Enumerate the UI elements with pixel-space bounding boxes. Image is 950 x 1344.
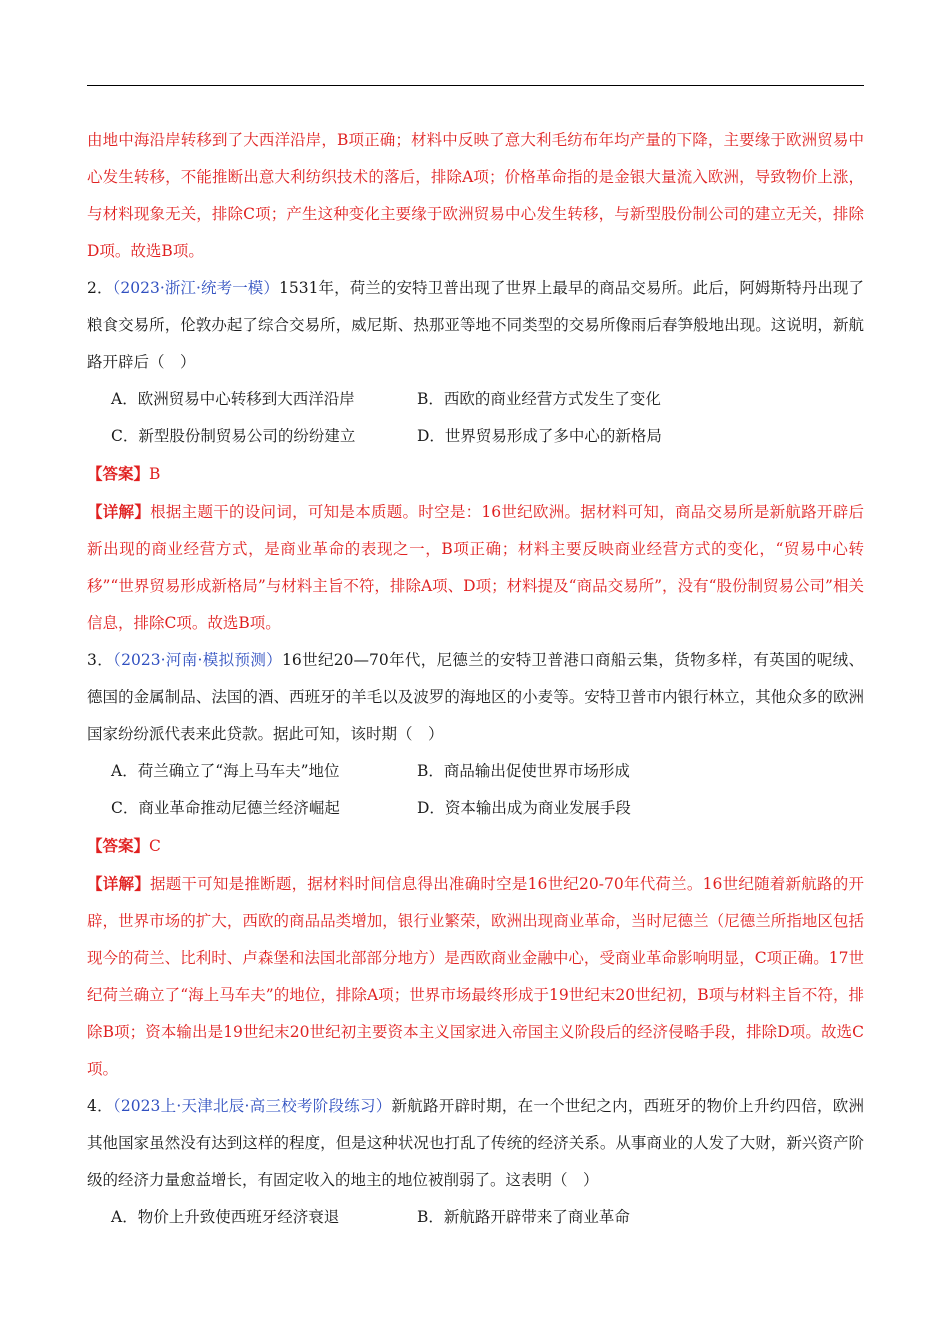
question-4-option-b: B．新航路开辟带来了商业革命 <box>417 1208 630 1226</box>
question-4-source: （2023上·天津北辰·高三校考阶段练习） <box>112 1097 392 1115</box>
question-4 <box>87 1088 864 1236</box>
document-body <box>87 122 864 1236</box>
question-2 <box>87 270 864 642</box>
question-2-option-d: D．世界贸易形成了多中心的新格局 <box>417 427 662 445</box>
question-4-options-row-1 <box>87 1199 864 1236</box>
question-2-options-row-2 <box>87 418 864 455</box>
explanation-text: 根据主题干的设问词，可知是本质题。时空是：16世纪欧洲。据材料可知，商品交易所是新航路开辟后新出现的商业经营方式，是商业革命的表现之一，B项正确；材料主要反映商业经营方式的变化，“贸易中心转移”“世界贸易形成新格局”与材料主旨不符，排除A项、D项；材料提及“商品交易所”，没有“股份制贸易公司”相关信息，排除C项。故选B项。 <box>87 503 864 632</box>
question-3 <box>87 642 864 1088</box>
question-2-source: （2023·浙江·统考一模） <box>112 279 279 297</box>
explanation-label: 【详解】 <box>87 502 151 521</box>
question-2-options-row-1 <box>87 381 864 418</box>
question-3-stem <box>87 642 864 753</box>
question-2-explanation <box>87 493 864 642</box>
question-3-option-c: C．商业革命推动尼德兰经济崛起 <box>111 799 340 817</box>
question-3-explanation <box>87 865 864 1088</box>
question-3-options-row-2 <box>87 790 864 827</box>
question-3-text: 16世纪20—70年代，尼德兰的安特卫普港口商船云集，货物多样，有英国的呢绒、德国的金属制品、法国的酒、西班牙的羊毛以及波罗的海地区的小麦等。安特卫普市内银行林立，其他众多的欧洲国家纷纷派代表来此贷款。据此可知，该时期（ ） <box>87 651 864 743</box>
question-2-number: 2． <box>87 279 113 297</box>
explanation-text: 据题干可知是推断题，据材料时间信息得出准确时空是16世纪20-70年代荷兰。16世纪随着新航路的开辟，世界市场的扩大，西欧的商品品类增加，银行业繁荣，欧洲出现商业革命，当时尼德兰（尼德兰所指地区包括现今的荷兰、比利时、卢森堡和法国北部部分地方）是西欧商业金融中心，受商业革命影响明显，C项正确。17世纪荷兰确立了“海上马车夫”的地位，排除A项；世界市场最终形成于19世纪末20世纪初，B项与材料主旨不符，排除B项；资本输出是19世纪末20世纪初主要资本主义国家进入帝国主义阶段后的经济侵略手段，排除D项。故选C项。 <box>87 875 864 1078</box>
question-2-option-b: B．西欧的商业经营方式发生了变化 <box>417 390 661 408</box>
explanation-label: 【详解】 <box>87 874 150 893</box>
question-3-source: （2023·河南·模拟预测） <box>113 651 283 669</box>
answer-label: 【答案】 <box>87 464 150 483</box>
question-2-stem <box>87 270 864 381</box>
question-2-option-c: C．新型股份制贸易公司的纷纷建立 <box>111 427 356 445</box>
answer-value: C <box>149 837 161 855</box>
question-4-number: 4． <box>87 1097 113 1115</box>
question-2-text: 1531年，荷兰的安特卫普出现了世界上最早的商品交易所。此后，阿姆斯特丹出现了粮食交易所，伦敦办起了综合交易所，威尼斯、热那亚等地不同类型的交易所像雨后春笋般地出现。这说明，新航路开辟后（ ） <box>87 279 864 371</box>
question-3-option-a: A．荷兰确立了“海上马车夫”地位 <box>111 762 340 780</box>
question-3-number: 3． <box>87 651 114 669</box>
q1-explanation-tail: 由地中海沿岸转移到了大西洋沿岸，B项正确；材料中反映了意大利毛纺布年均产量的下降，主要缘于欧洲贸易中心发生转移，不能推断出意大利纺织技术的落后，排除A项；价格革命指的是金银大量流入欧洲，导致物价上涨，与材料现象无关，排除C项；产生这种变化主要缘于欧洲贸易中心发生转移，与新型股份制公司的建立无关，排除D项。故选B项。 <box>87 131 864 260</box>
question-3-option-d: D．资本输出成为商业发展手段 <box>417 799 631 817</box>
question-4-option-a: A．物价上升致使西班牙经济衰退 <box>111 1208 340 1226</box>
question-2-answer <box>87 455 864 493</box>
question-3-option-b: B．商品输出促使世界市场形成 <box>417 762 630 780</box>
question-4-stem <box>87 1088 864 1199</box>
answer-value: B <box>149 465 161 483</box>
header-rule <box>87 85 864 86</box>
question-3-options-row-1 <box>87 753 864 790</box>
question-2-option-a: A．欧洲贸易中心转移到大西洋沿岸 <box>111 390 355 408</box>
question-3-answer <box>87 827 864 865</box>
question-4-text: 新航路开辟时期，在一个世纪之内，西班牙的物价上升约四倍，欧洲其他国家虽然没有达到这样的程度，但是这种状况也打乱了传统的经济关系。从事商业的人发了大财，新兴资产阶级的经济力量愈益增长，有固定收入的地主的地位被削弱了。这表明（ ） <box>87 1097 864 1189</box>
answer-label: 【答案】 <box>87 836 150 855</box>
